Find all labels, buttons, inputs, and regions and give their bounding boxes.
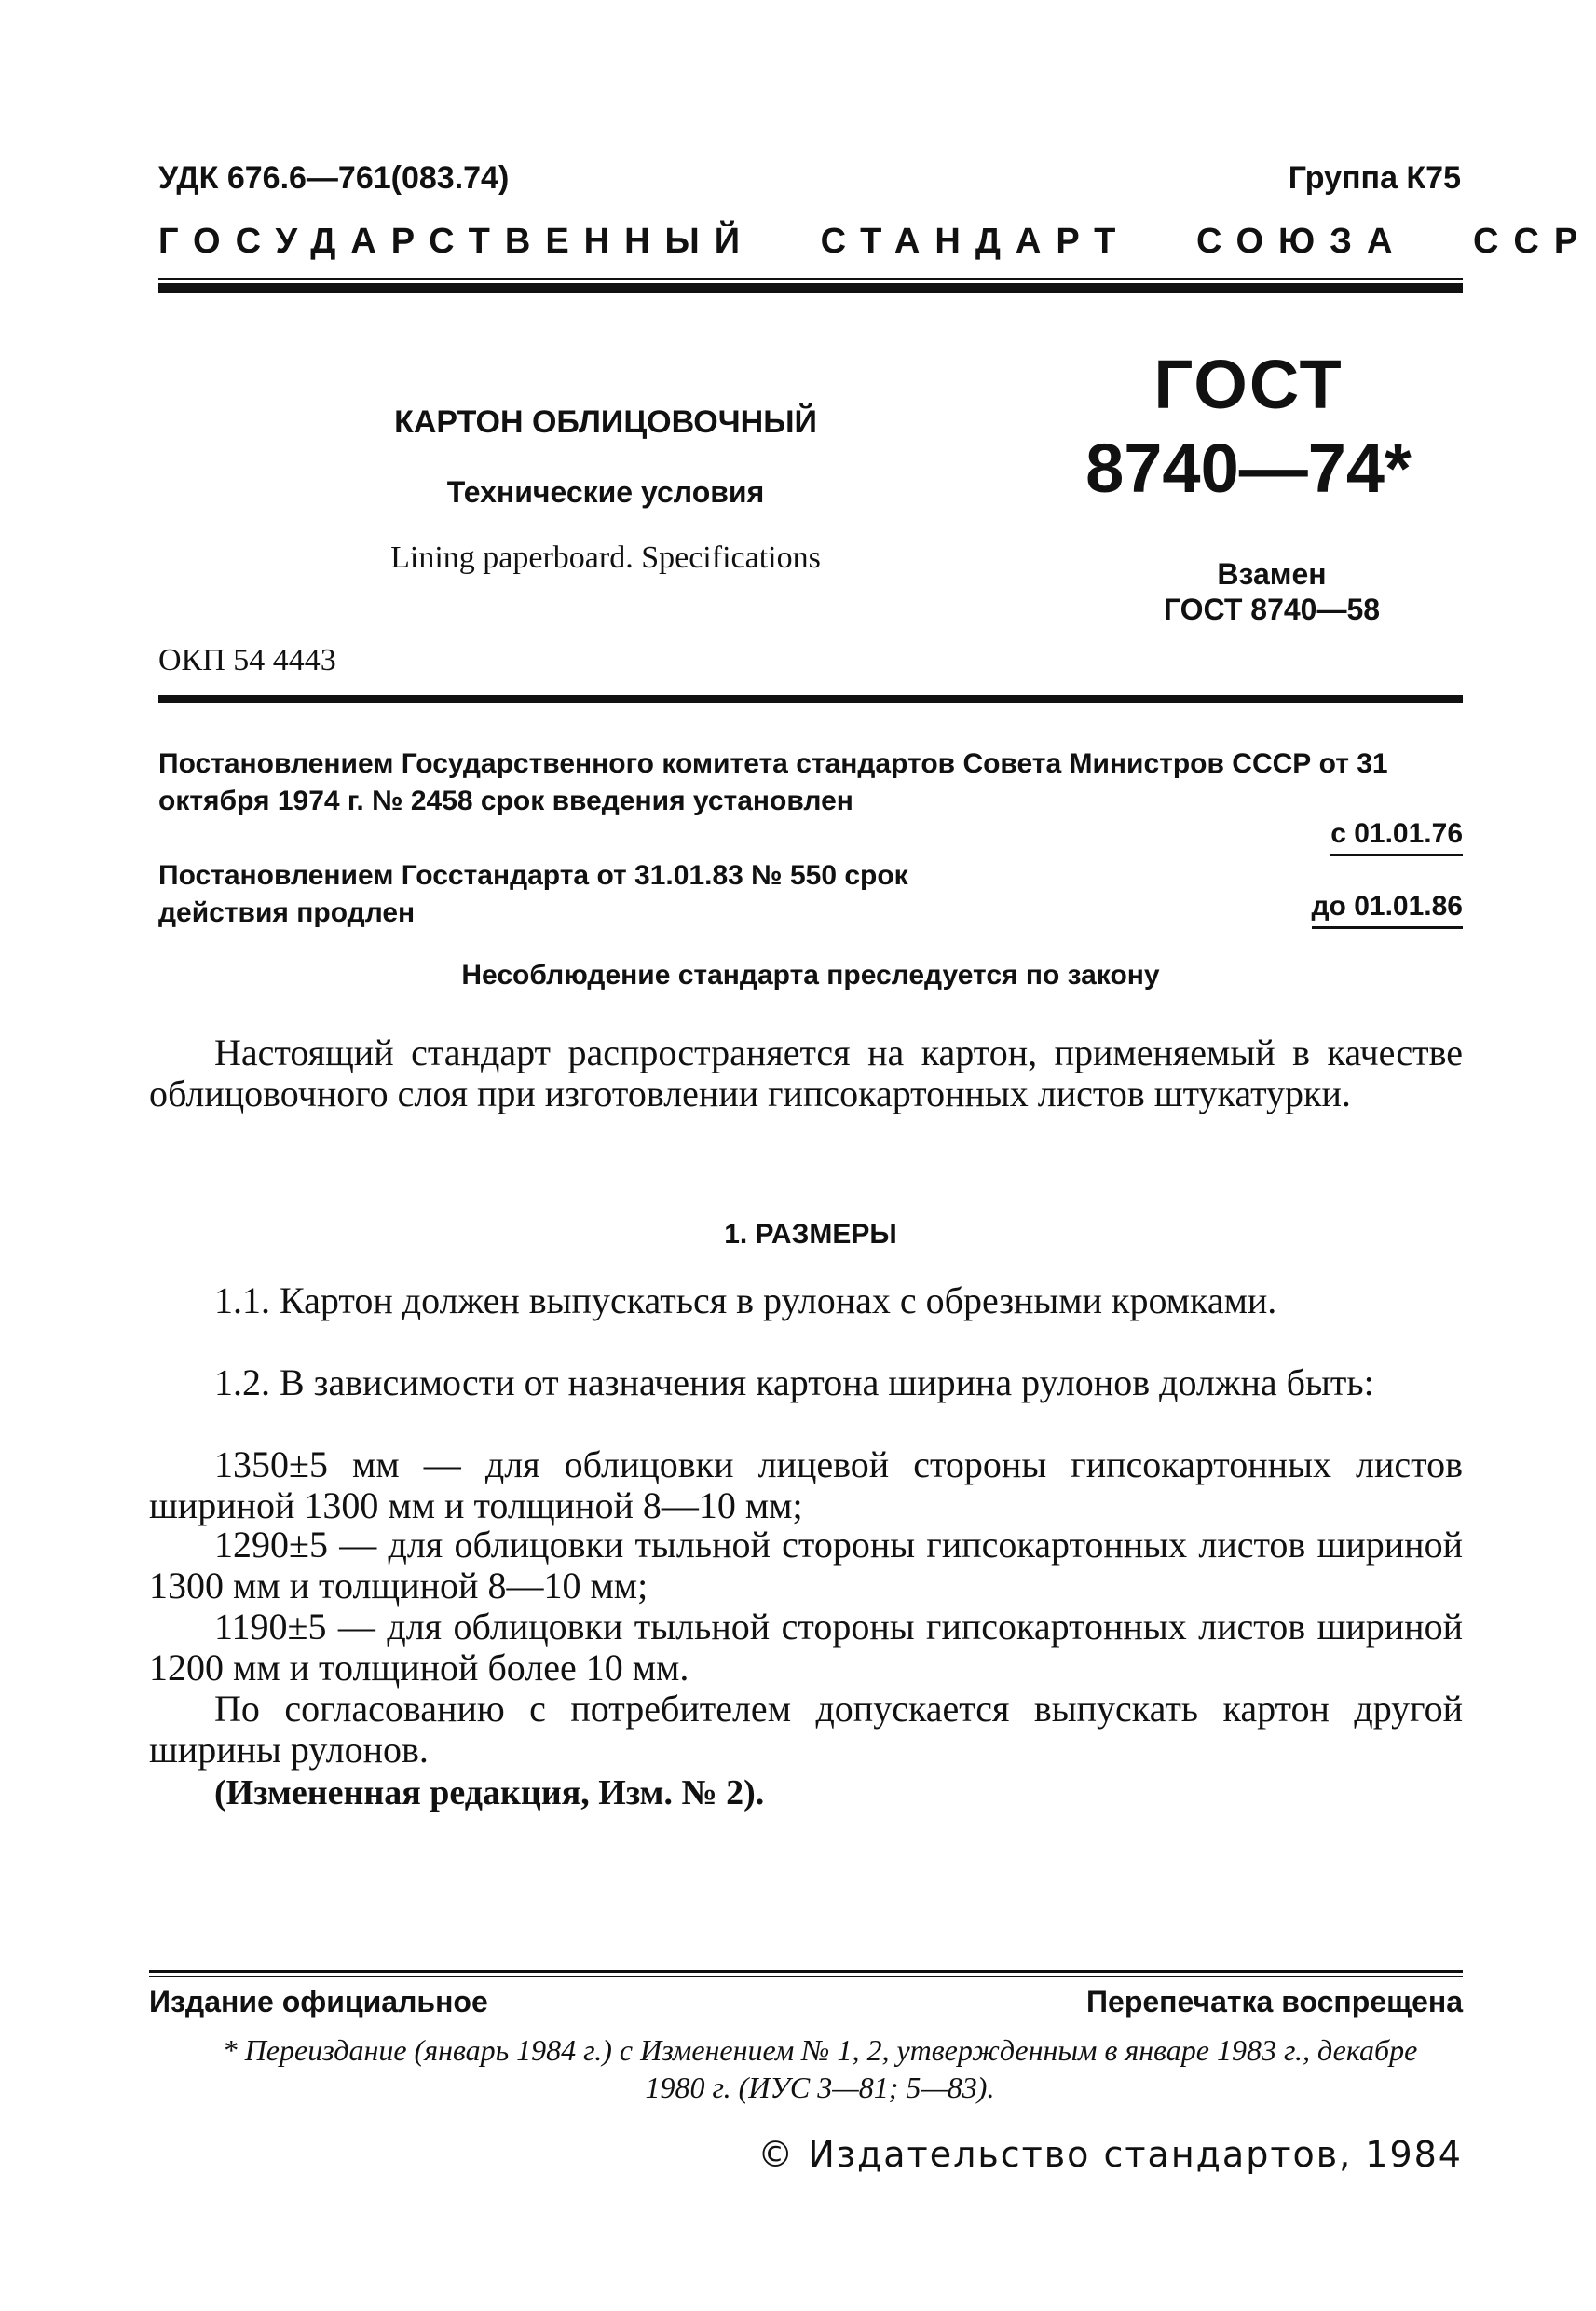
reprint-notice: Перепечатка воспрещена	[1086, 1985, 1463, 2018]
width-1350: 1350±5 мм — для облицовки лицевой стороны гипсокартонных листов шириной 1300 мм и толщиной 8—10 мм;	[149, 1443, 1463, 1526]
amended-note: (Измененная редакция, Изм. № 2).	[214, 1773, 765, 1812]
okp-code: ОКП 54 4443	[158, 643, 336, 677]
law-notice: Несоблюдение стандарта преследуется по закону	[461, 960, 1160, 991]
group-code: Группа К75	[1288, 160, 1461, 196]
decree-introduction: Постановлением Государственного комитета стандартов Совета Министров СССР от 31 октября 1974 г. № 2458 срок введения установлен	[158, 748, 1388, 816]
clause-1-1: 1.1. Картон должен выпускаться в рулонах с обрезными кромками.	[214, 1279, 1277, 1321]
gost-label: ГОСТ	[1153, 346, 1344, 423]
replaces-gost: ГОСТ 8740—58	[1163, 593, 1381, 626]
width-1190: 1190±5 — для облицовки тыльной стороны гипсокартонных листов шириной 1200 мм и толщиной более 10 мм.	[149, 1606, 1463, 1689]
document-title: КАРТОН ОБЛИЦОВОЧНЫЙ	[394, 404, 817, 440]
document-subtitle: Технические условия	[446, 475, 765, 509]
replaces-label: Взамен	[1217, 557, 1327, 591]
footnote: * Переиздание (январь 1984 г.) с Изменением № 1, 2, утвержденным в январе 1983 г., декабре 1980 г. (ИУС 3—81; 5—83).	[222, 2033, 1418, 2104]
width-1290: 1290±5 — для облицовки тыльной стороны гипсокартонных листов шириной 1300 мм и толщиной 8—10 мм;	[149, 1524, 1463, 1607]
title-rule	[158, 695, 1463, 703]
date-to: до 01.01.86	[1312, 891, 1463, 929]
footer-rule-thin	[149, 1976, 1463, 1977]
clause-1-2: 1.2. В зависимости от назначения картона ширина рулонов должна быть:	[214, 1361, 1374, 1403]
english-title: Lining paperboard. Specifications	[390, 540, 821, 575]
copyright: © Издательство стандартов, 1984	[757, 2134, 1463, 2175]
edition-label: Издание официальное	[149, 1985, 488, 2018]
udk-code: УДК 676.6—761(083.74)	[158, 160, 510, 196]
header-rule-thin	[158, 278, 1463, 280]
footer-rule	[149, 1970, 1463, 1973]
decree-extension: Постановлением Госстандарта от 31.01.83 № 550 срок действия продлен	[158, 860, 908, 928]
date-from: с 01.01.76	[1330, 818, 1463, 856]
agreement-paragraph: По согласованию с потребителем допускается выпускать картон другой ширины рулонов.	[149, 1688, 1463, 1771]
gost-number: 8740—74*	[1085, 430, 1412, 507]
section-title: 1. РАЗМЕРЫ	[724, 1219, 897, 1250]
state-standard-heading: ГОСУДАРСТВЕННЫЙ СТАНДАРТ СОЮЗА ССР	[158, 222, 1593, 261]
intro-paragraph: Настоящий стандарт распространяется на картон, применяемый в качестве облицовочного слоя при изготовлении гипсокартонных листов штукатурки.	[149, 1032, 1463, 1114]
header-rule-thick	[158, 283, 1463, 293]
